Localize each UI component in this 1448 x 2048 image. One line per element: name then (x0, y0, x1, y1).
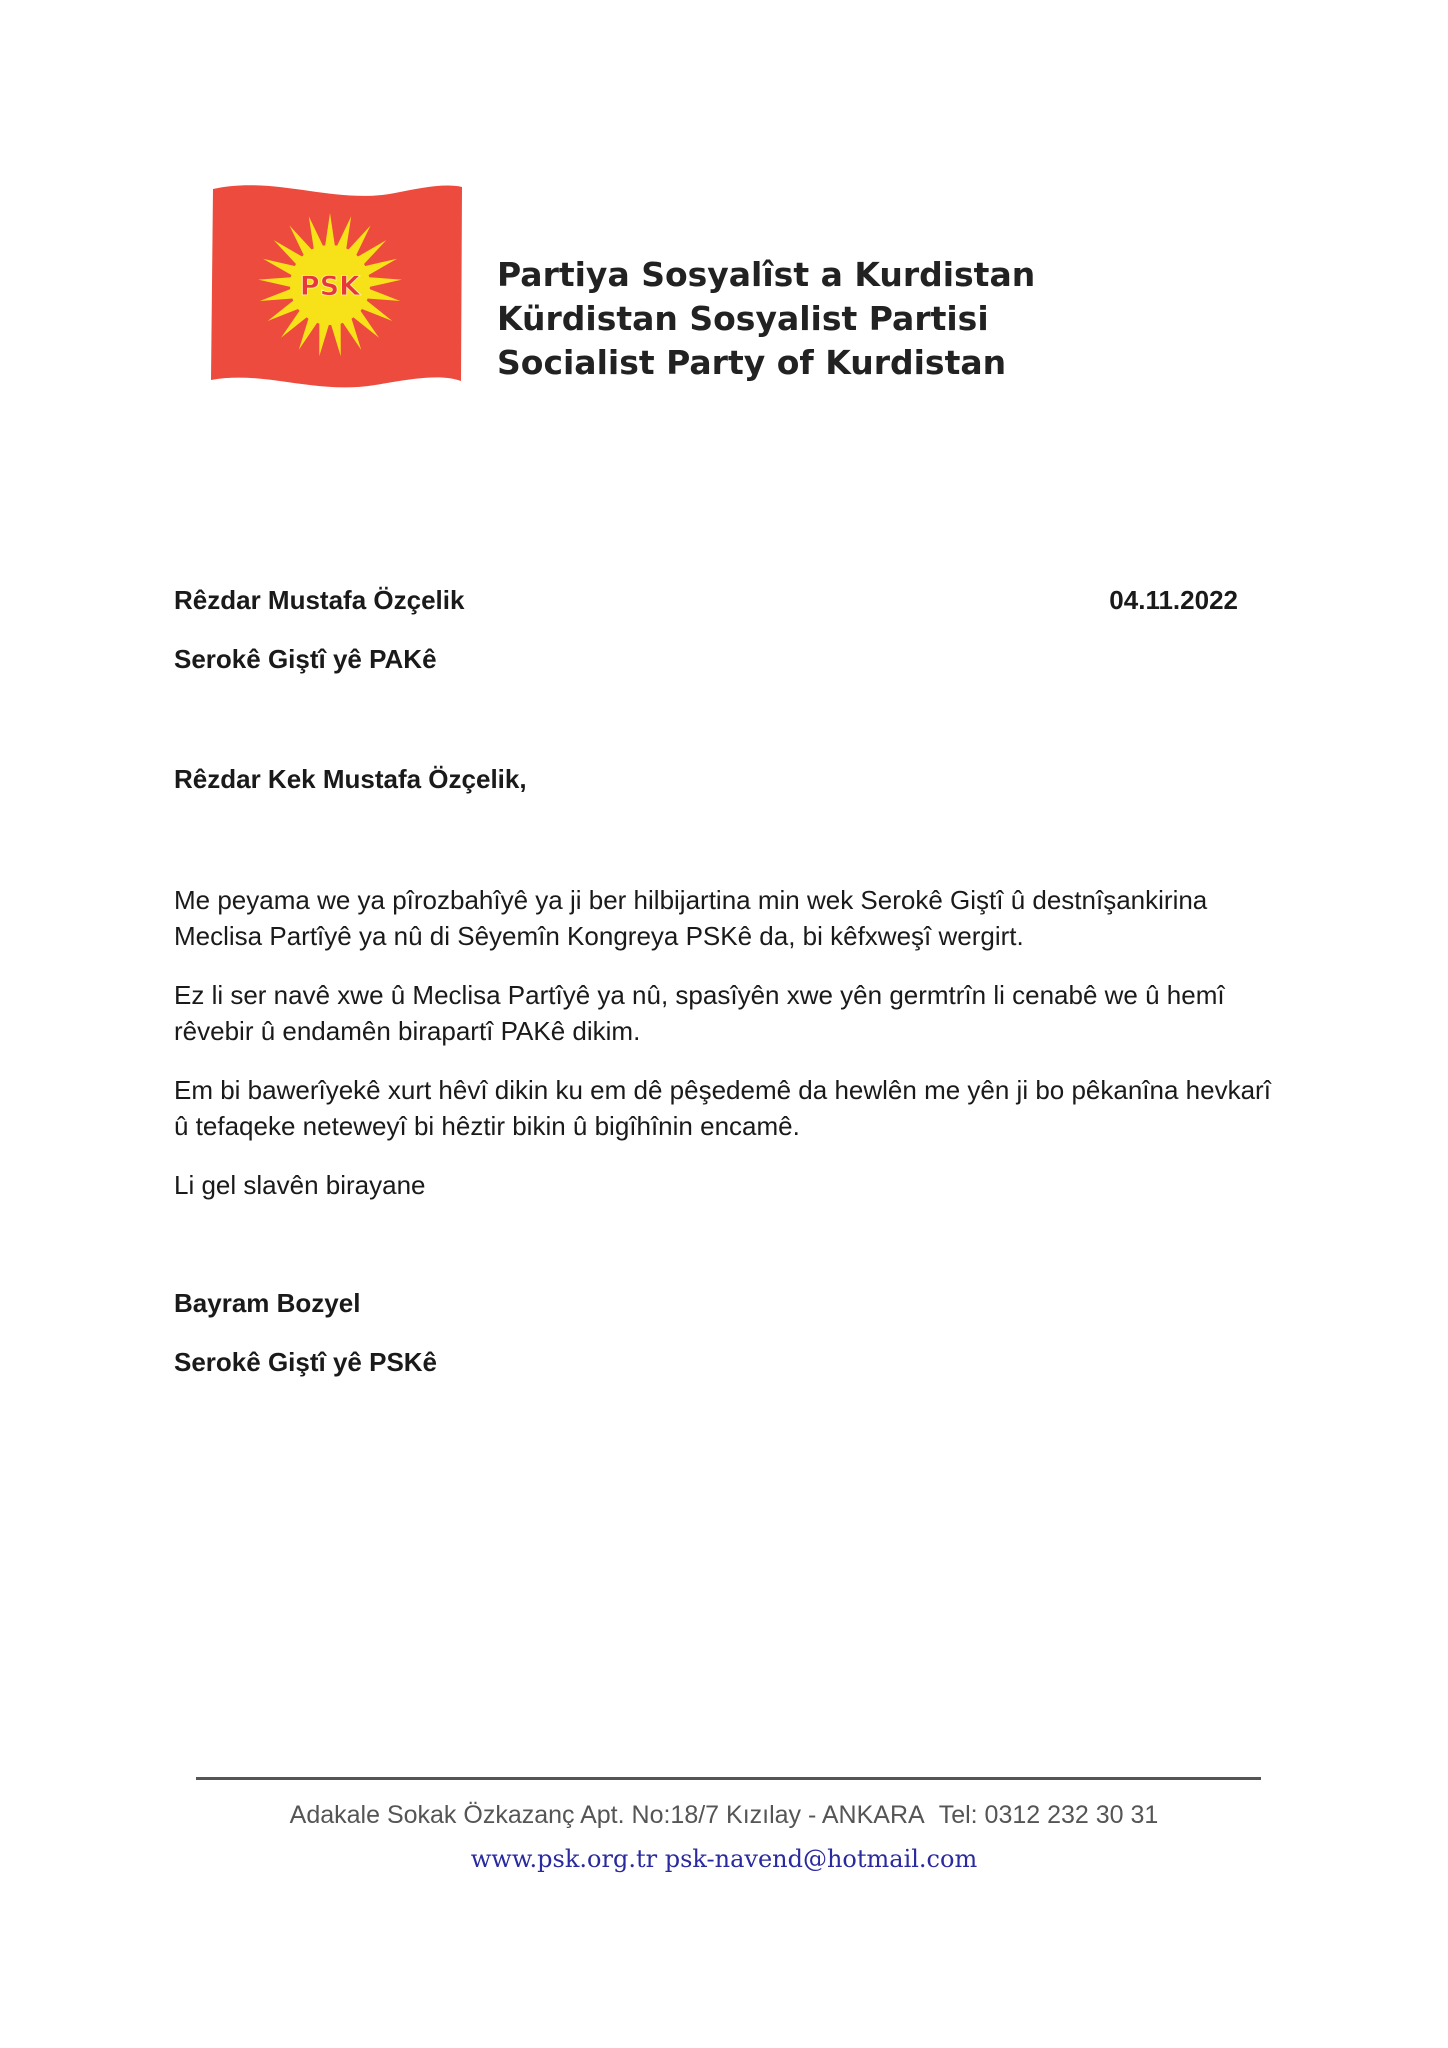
org-name-english: Socialist Party of Kurdistan (497, 343, 1007, 382)
logo-text: PSK (299, 271, 361, 302)
body-paragraph: Ez li ser navê xwe û Meclisa Partîyê ya nû, spasîyên xwe yên germtrîn li cenabê we û hemî rêvebir û endamên birapartî PAKê dikim. (174, 980, 1225, 1046)
letterhead (205, 175, 1105, 405)
recipient-name: Rêzdar Mustafa Özçelik (174, 585, 465, 615)
email-link[interactable]: psk-navend@hotmail.com (664, 1845, 978, 1873)
body-paragraph: Em bi bawerîyekê xurt hêvî dikin ku em dê pêşedemê da hewlên me yên ji bo pêkanîna hevkarî û tefaqeke neteweyî bi hêztir bikin û bigîhînin encamê. (174, 1075, 1271, 1141)
footer-phone: Tel: 0312 232 30 31 (938, 1801, 1159, 1829)
org-names (497, 253, 1035, 385)
recipient-title: Serokê Giştî yê PAKê (174, 644, 437, 674)
org-name-kurdish: Partiya Sosyalîst a Kurdistan (497, 255, 1036, 294)
letter-date: 04.11.2022 (1109, 585, 1238, 615)
website-link[interactable]: www.psk.org.tr (470, 1845, 658, 1873)
body-paragraph: Me peyama we ya pîrozbahîyê ya ji ber hilbijartina min wek Serokê Giştî û destnîşankirina Meclisa Partîyê ya nû di Sêyemîn Kongreya PSKê da, bi kêfxweşî wergirt. (174, 885, 1208, 951)
footer-divider (196, 1777, 1261, 1780)
salutation: Rêzdar Kek Mustafa Özçelik, (174, 764, 527, 794)
letter-body (174, 882, 1274, 1203)
footer-address: Adakale Sokak Özkazanç Apt. No:18/7 Kızılay - ANKARA (289, 1801, 925, 1829)
sender-title: Serokê Giştî yê PSKê (174, 1347, 438, 1377)
closing-line: Li gel slavên birayane (174, 1170, 426, 1200)
psk-flag-logo (205, 175, 465, 395)
org-name-turkish: Kürdistan Sosyalist Partisi (497, 299, 989, 338)
footer-contact-links (0, 1845, 1448, 1873)
footer-address-line (0, 1801, 1448, 1830)
sender-name: Bayram Bozyel (174, 1288, 361, 1318)
